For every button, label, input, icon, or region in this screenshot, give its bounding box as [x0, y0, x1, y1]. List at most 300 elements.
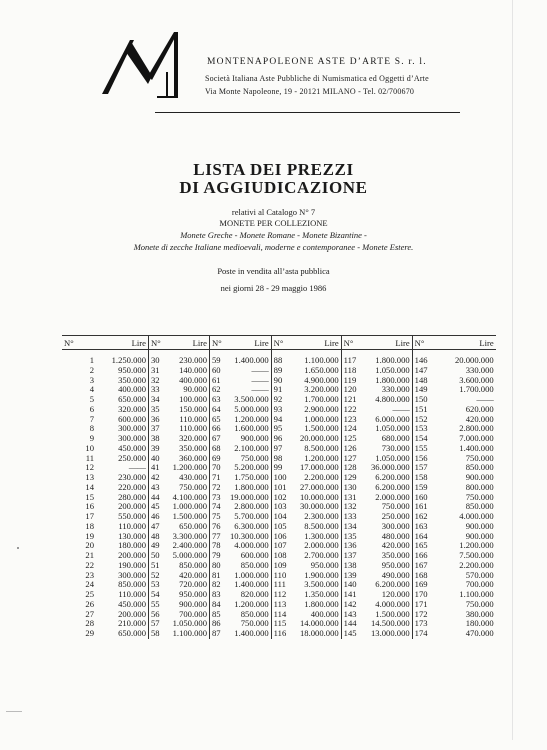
lot-number: 18 — [85, 520, 94, 531]
lot-number: 32 — [151, 374, 160, 385]
lot-number: 94 — [273, 413, 283, 424]
lot-price: 200.000 — [96, 551, 149, 561]
lot-price: 600.000 — [96, 415, 149, 425]
lot-price: 300.000 — [96, 424, 149, 434]
lot-price: 13.000.000 — [360, 629, 413, 639]
lot-price: 4.000.000 — [459, 511, 494, 521]
lot-price: 1.800.000 — [360, 376, 413, 386]
lot-price: 1.200.000 — [167, 463, 210, 473]
lot-price: 4.100.000 — [167, 493, 210, 503]
lot-number: 48 — [151, 530, 160, 541]
lot-price: 950.000 — [360, 561, 413, 571]
lot-number: 136 — [343, 540, 357, 551]
lot-price: 1.400.000 — [228, 629, 271, 639]
lot-number: 59 — [212, 355, 221, 365]
lot-price: 1.750.000 — [228, 473, 271, 483]
lot-price: 490.000 — [360, 571, 413, 581]
lot-price: 330.000 — [465, 364, 494, 375]
lot-number: 13 — [85, 472, 94, 482]
lot-number: 9 — [89, 433, 94, 443]
lot-number: 121 — [343, 394, 357, 404]
lot-price: 5.200.000 — [228, 463, 271, 473]
lot-number: 127 — [343, 452, 357, 463]
lot-number: 116 — [273, 628, 287, 638]
price-table-body — [62, 350, 496, 639]
lot-number: 76 — [212, 520, 221, 531]
lot-number: 144 — [343, 618, 357, 629]
lot-price: 1.000.000 — [290, 415, 342, 425]
lot-price: —— — [476, 394, 494, 404]
lot-number: 20 — [85, 540, 94, 551]
lot-price: 20.000.000 — [455, 355, 494, 365]
lot-price: 8.500.000 — [290, 444, 342, 454]
lot-number: 2 — [89, 364, 94, 375]
lot-number: 92 — [273, 394, 283, 404]
lot-number: 30 — [151, 355, 160, 365]
lot-number: 38 — [151, 433, 160, 443]
lot-number: 27 — [85, 608, 94, 619]
lot-number: 145 — [343, 628, 357, 638]
lot-price: 400.000 — [96, 385, 149, 395]
lot-number: 89 — [273, 364, 283, 375]
lot-number: 85 — [212, 608, 221, 619]
lot-number: 46 — [151, 511, 160, 521]
lot-number: 118 — [343, 364, 357, 375]
lot-price: 3.300.000 — [167, 532, 210, 542]
lot-price: 110.000 — [96, 590, 149, 600]
lot-price: 300.000 — [96, 571, 149, 581]
lot-price: 900.000 — [465, 520, 494, 531]
lot-number: 74 — [212, 501, 221, 512]
lot-price: 6.200.000 — [360, 580, 413, 590]
lot-price: 1.050.000 — [167, 619, 210, 629]
lot-price: 350.000 — [360, 551, 413, 561]
lot-price: 2.700.000 — [290, 551, 342, 561]
lot-price: 110.000 — [167, 415, 210, 425]
lot-price: 750.000 — [228, 619, 271, 629]
lot-number: 52 — [151, 569, 160, 580]
lot-price: 1.900.000 — [290, 571, 342, 581]
lot-number: 109 — [273, 559, 287, 570]
lot-number: 135 — [343, 530, 357, 541]
lot-price: 200.000 — [96, 610, 149, 620]
lot-number: 134 — [343, 520, 357, 531]
lot-price: 1.250.000 — [96, 356, 149, 366]
lot-number: 140 — [343, 579, 357, 590]
lot-number: 174 — [414, 628, 428, 638]
lot-number: 110 — [273, 569, 287, 580]
lot-number: 23 — [85, 569, 94, 580]
scan-speck — [17, 547, 19, 549]
lot-price: 900.000 — [465, 472, 494, 482]
lot-price: 3.600.000 — [459, 374, 494, 385]
lot-number: 158 — [414, 472, 428, 482]
lot-price: 400.000 — [290, 610, 342, 620]
lot-price: 450.000 — [96, 444, 149, 454]
lot-number: 112 — [273, 589, 287, 599]
lot-price: 680.000 — [360, 434, 413, 444]
lot-price: 360.000 — [167, 454, 210, 464]
lot-price: 950.000 — [167, 590, 210, 600]
lot-price: 420.000 — [167, 571, 210, 581]
lot-number: 28 — [85, 618, 94, 629]
lot-number: 90 — [273, 374, 283, 385]
lot-number: 40 — [151, 452, 160, 463]
lot-number: 6 — [89, 403, 94, 414]
lot-number: 141 — [343, 589, 357, 599]
page-title-line2: DI AGGIUDICAZIONE — [179, 178, 368, 197]
lot-price: 6.300.000 — [228, 522, 271, 532]
lot-price: 100.000 — [167, 395, 210, 405]
lot-price: 420.000 — [465, 413, 494, 424]
lot-price: 1.000.000 — [228, 571, 271, 581]
lot-price: 2.300.000 — [290, 512, 342, 522]
lot-price: 470.000 — [465, 628, 494, 638]
lot-price: 230.000 — [96, 473, 149, 483]
lot-number: 111 — [273, 579, 286, 590]
lot-price: 750.000 — [228, 454, 271, 464]
lot-price: 1.400.000 — [228, 356, 271, 366]
lot-number: 102 — [273, 491, 287, 502]
lot-number: 132 — [343, 501, 357, 512]
lot-price: 6.200.000 — [360, 483, 413, 493]
lot-number: 107 — [273, 540, 287, 551]
lot-price: 550.000 — [96, 512, 149, 522]
lot-number: 58 — [151, 628, 160, 638]
lot-price: 140.000 — [167, 366, 210, 376]
lot-number: 72 — [212, 481, 221, 492]
lot-number: 35 — [151, 403, 160, 414]
scan-speck — [6, 711, 22, 712]
lot-price: 1.100.000 — [290, 356, 342, 366]
lot-number: 44 — [151, 491, 160, 502]
lot-price: 5.000.000 — [228, 405, 271, 415]
lot-price: 1.700.000 — [290, 395, 342, 405]
lot-price: 850.000 — [228, 561, 271, 571]
lot-price: 1.000.000 — [167, 502, 210, 512]
lot-price: 300.000 — [96, 434, 149, 444]
lot-number: 70 — [212, 462, 221, 473]
lot-number: 99 — [273, 462, 283, 473]
column-header-number: N° — [271, 336, 290, 350]
lot-price: 4.000.000 — [360, 600, 413, 610]
lot-number: 150 — [414, 394, 428, 404]
company-description: Società Italiana Aste Pubbliche di Numismatica ed Oggetti d’Arte — [205, 74, 429, 83]
lot-price: 210.000 — [96, 619, 149, 629]
lot-number: 120 — [343, 384, 357, 395]
lot-price: 90.000 — [167, 385, 210, 395]
lot-price: 36.000.000 — [360, 463, 413, 473]
lot-price: 850.000 — [167, 561, 210, 571]
lot-price: 2.200.000 — [459, 559, 494, 570]
lot-price: 1.200.000 — [459, 540, 494, 551]
page-title-line1: LISTA DEI PREZZI — [193, 160, 354, 179]
lot-price: 17.000.000 — [290, 463, 342, 473]
lot-number: 71 — [212, 472, 221, 482]
lot-number: 156 — [414, 452, 428, 463]
lot-number: 75 — [212, 511, 221, 521]
lot-number: 143 — [343, 608, 357, 619]
lot-number: 62 — [212, 384, 221, 395]
lot-number: 60 — [212, 364, 221, 375]
lot-number: 126 — [343, 442, 357, 453]
price-table — [62, 335, 496, 639]
lot-number: 53 — [151, 579, 160, 590]
lot-number: 165 — [414, 540, 428, 551]
lot-number: 113 — [273, 598, 287, 609]
lot-price: 330.000 — [360, 385, 413, 395]
lot-number: 123 — [343, 413, 357, 424]
column-header-number: N° — [62, 336, 96, 350]
lot-price: 2.800.000 — [228, 502, 271, 512]
lot-price: 2.100.000 — [228, 444, 271, 454]
lot-price: —— — [228, 385, 271, 395]
lot-price: 1.050.000 — [360, 454, 413, 464]
lot-number: 25 — [85, 589, 94, 599]
column-header-lire: Lire — [360, 336, 413, 350]
lot-price: 850.000 — [228, 610, 271, 620]
collection-title: MONETE PER COLLEZIONE — [219, 218, 328, 228]
lot-price: 120.000 — [360, 590, 413, 600]
lot-number: 124 — [343, 423, 357, 434]
lot-price: 750.000 — [465, 598, 494, 609]
lot-number: 69 — [212, 452, 221, 463]
lot-number: 50 — [151, 550, 160, 560]
lot-price: 5.700.000 — [228, 512, 271, 522]
lot-number: 103 — [273, 501, 287, 512]
lot-number: 79 — [212, 550, 221, 560]
lot-price: 1.100.000 — [167, 629, 210, 639]
lot-number: 167 — [414, 559, 428, 570]
lot-number: 133 — [343, 511, 357, 521]
lot-number: 26 — [85, 598, 94, 609]
lot-price: 350.000 — [96, 376, 149, 386]
lot-number: 146 — [414, 355, 428, 365]
lot-number: 104 — [273, 511, 287, 521]
lot-number: 36 — [151, 413, 160, 424]
lot-number: 157 — [414, 462, 428, 473]
lot-price: 27.000.000 — [290, 483, 342, 493]
lot-price: 700.000 — [167, 610, 210, 620]
lot-number: 83 — [212, 589, 221, 599]
lot-number: 34 — [151, 394, 160, 404]
lot-number: 66 — [212, 423, 221, 434]
lot-number: 171 — [414, 598, 428, 609]
lot-price: 180.000 — [96, 541, 149, 551]
lot-price: 380.000 — [465, 608, 494, 619]
lot-number: 63 — [212, 394, 221, 404]
lot-number: 5 — [89, 394, 94, 404]
lot-price: 850.000 — [96, 580, 149, 590]
lot-number: 82 — [212, 579, 221, 590]
lot-price: 2.400.000 — [167, 541, 210, 551]
lot-number: 37 — [151, 423, 160, 434]
lot-number: 11 — [85, 452, 94, 463]
lot-number: 173 — [414, 618, 428, 629]
lot-price: 250.000 — [96, 454, 149, 464]
lot-price: 200.000 — [96, 502, 149, 512]
lot-price: 2.000.000 — [290, 541, 342, 551]
lot-price: 450.000 — [96, 600, 149, 610]
lot-price: 1.200.000 — [228, 600, 271, 610]
lot-number: 119 — [343, 374, 357, 385]
column-header-number: N° — [341, 336, 360, 350]
lot-price: 900.000 — [228, 434, 271, 444]
lot-price: 1.800.000 — [290, 600, 342, 610]
header-divider — [155, 112, 460, 113]
lot-number: 54 — [151, 589, 160, 599]
lot-price: 1.800.000 — [360, 356, 413, 366]
lot-price: 750.000 — [167, 483, 210, 493]
lot-number: 101 — [273, 481, 287, 492]
lot-number: 14 — [85, 481, 94, 492]
lot-number: 49 — [151, 540, 160, 551]
lot-price: 10.300.000 — [228, 532, 271, 542]
lot-number: 17 — [85, 511, 94, 521]
lot-price: 650.000 — [96, 395, 149, 405]
lot-price: 850.000 — [465, 462, 494, 473]
lot-price: —— — [360, 405, 413, 415]
lot-number: 164 — [414, 530, 428, 541]
lot-number: 7 — [89, 413, 94, 424]
lot-number: 115 — [273, 618, 287, 629]
lot-price: 10.000.000 — [290, 493, 342, 503]
lot-number: 67 — [212, 433, 221, 443]
lot-price: 150.000 — [167, 405, 210, 415]
sale-note: Poste in vendita all’asta pubblica — [217, 266, 330, 276]
lot-number: 161 — [414, 501, 428, 512]
lot-price: 2.900.000 — [290, 405, 342, 415]
lot-number: 128 — [343, 462, 357, 473]
lot-price: 750.000 — [465, 452, 494, 463]
lot-number: 64 — [212, 403, 221, 414]
lot-price: 600.000 — [228, 551, 271, 561]
column-header-lire: Lire — [431, 336, 496, 350]
lot-number: 19 — [85, 530, 94, 541]
lot-number: 47 — [151, 520, 160, 531]
lot-number: 80 — [212, 559, 221, 570]
lot-price: 30.000.000 — [290, 502, 342, 512]
lot-number: 39 — [151, 442, 160, 453]
lot-number: 153 — [414, 423, 428, 434]
lot-price: 6.200.000 — [360, 473, 413, 483]
lot-price: 1.500.000 — [290, 424, 342, 434]
letterhead — [205, 56, 535, 98]
column-header-lire: Lire — [228, 336, 271, 350]
lot-number: 162 — [414, 511, 428, 521]
lot-price: 4.900.000 — [290, 376, 342, 386]
lot-number: 137 — [343, 550, 357, 560]
lot-price: 1.100.000 — [459, 589, 494, 599]
lot-price: 230.000 — [167, 356, 210, 366]
lot-price: 620.000 — [465, 403, 494, 414]
lot-number: 151 — [414, 403, 428, 414]
lot-number: 68 — [212, 442, 221, 453]
lot-price: 1.600.000 — [228, 424, 271, 434]
lot-number: 10 — [85, 442, 94, 453]
lot-price: 18.000.000 — [290, 629, 342, 639]
lot-number: 108 — [273, 550, 287, 560]
lot-price: 180.000 — [465, 618, 494, 629]
sale-dates: nei giorni 28 - 29 maggio 1986 — [220, 283, 327, 293]
lot-number: 57 — [151, 618, 160, 629]
lot-number: 159 — [414, 481, 428, 492]
lot-number: 125 — [343, 433, 357, 443]
lot-number: 139 — [343, 569, 357, 580]
lot-price: 3.200.000 — [290, 385, 342, 395]
lot-price: 3.500.000 — [290, 580, 342, 590]
lot-price: 720.000 — [167, 580, 210, 590]
lot-price: 20.000.000 — [290, 434, 342, 444]
lot-number: 88 — [273, 355, 283, 365]
lot-price: 5.000.000 — [167, 551, 210, 561]
lot-price: —— — [96, 463, 149, 473]
lot-price: 7.000.000 — [459, 433, 494, 443]
lot-number: 148 — [414, 374, 428, 385]
lot-price: 400.000 — [167, 376, 210, 386]
lot-price: 730.000 — [360, 444, 413, 454]
lot-price: 430.000 — [167, 473, 210, 483]
lot-price: 1.700.000 — [459, 384, 494, 395]
lot-number: 100 — [273, 472, 287, 482]
lot-number: 61 — [212, 374, 221, 385]
lot-price: 420.000 — [360, 541, 413, 551]
lot-price: 14.000.000 — [290, 619, 342, 629]
lot-price: 900.000 — [465, 530, 494, 541]
lot-price: 320.000 — [167, 434, 210, 444]
table-header-row — [62, 336, 496, 350]
lot-price: 850.000 — [465, 501, 494, 512]
lot-price: 800.000 — [465, 481, 494, 492]
lot-price: 1.200.000 — [290, 454, 342, 464]
lot-price: 4.800.000 — [360, 395, 413, 405]
lot-price: 1.400.000 — [228, 580, 271, 590]
lot-number: 97 — [273, 442, 283, 453]
lot-price: 1.300.000 — [290, 532, 342, 542]
lot-number: 8 — [89, 423, 94, 434]
lot-number: 131 — [343, 491, 357, 502]
lot-number: 29 — [85, 628, 94, 638]
column-header-number: N° — [412, 336, 431, 350]
lot-number: 51 — [151, 559, 160, 570]
lot-number: 86 — [212, 618, 221, 629]
lot-number: 93 — [273, 403, 283, 414]
lot-price: 480.000 — [360, 532, 413, 542]
coin-types-line2: Monete di zecche Italiane medioevali, moderne e contemporanee - Monete Estere. — [133, 242, 414, 252]
lot-number: 91 — [273, 384, 283, 395]
lot-price: 750.000 — [465, 491, 494, 502]
lot-number: 84 — [212, 598, 221, 609]
lot-number: 73 — [212, 491, 221, 502]
lot-price: 220.000 — [96, 483, 149, 493]
lot-number: 172 — [414, 608, 428, 619]
lot-number: 152 — [414, 413, 428, 424]
lot-price: 280.000 — [96, 493, 149, 503]
lot-number: 147 — [414, 364, 428, 375]
lot-price: 14.500.000 — [360, 619, 413, 629]
lot-number: 130 — [343, 481, 357, 492]
lot-number: 114 — [273, 608, 287, 619]
lot-price: 1.050.000 — [360, 424, 413, 434]
lot-number: 33 — [151, 384, 160, 395]
lot-price: 1.800.000 — [228, 483, 271, 493]
lot-number: 98 — [273, 452, 283, 463]
lot-price: 1.350.000 — [290, 590, 342, 600]
lot-number: 77 — [212, 530, 221, 541]
lot-number: 22 — [85, 559, 94, 570]
lot-price: 1.500.000 — [360, 610, 413, 620]
lot-number: 168 — [414, 569, 428, 580]
